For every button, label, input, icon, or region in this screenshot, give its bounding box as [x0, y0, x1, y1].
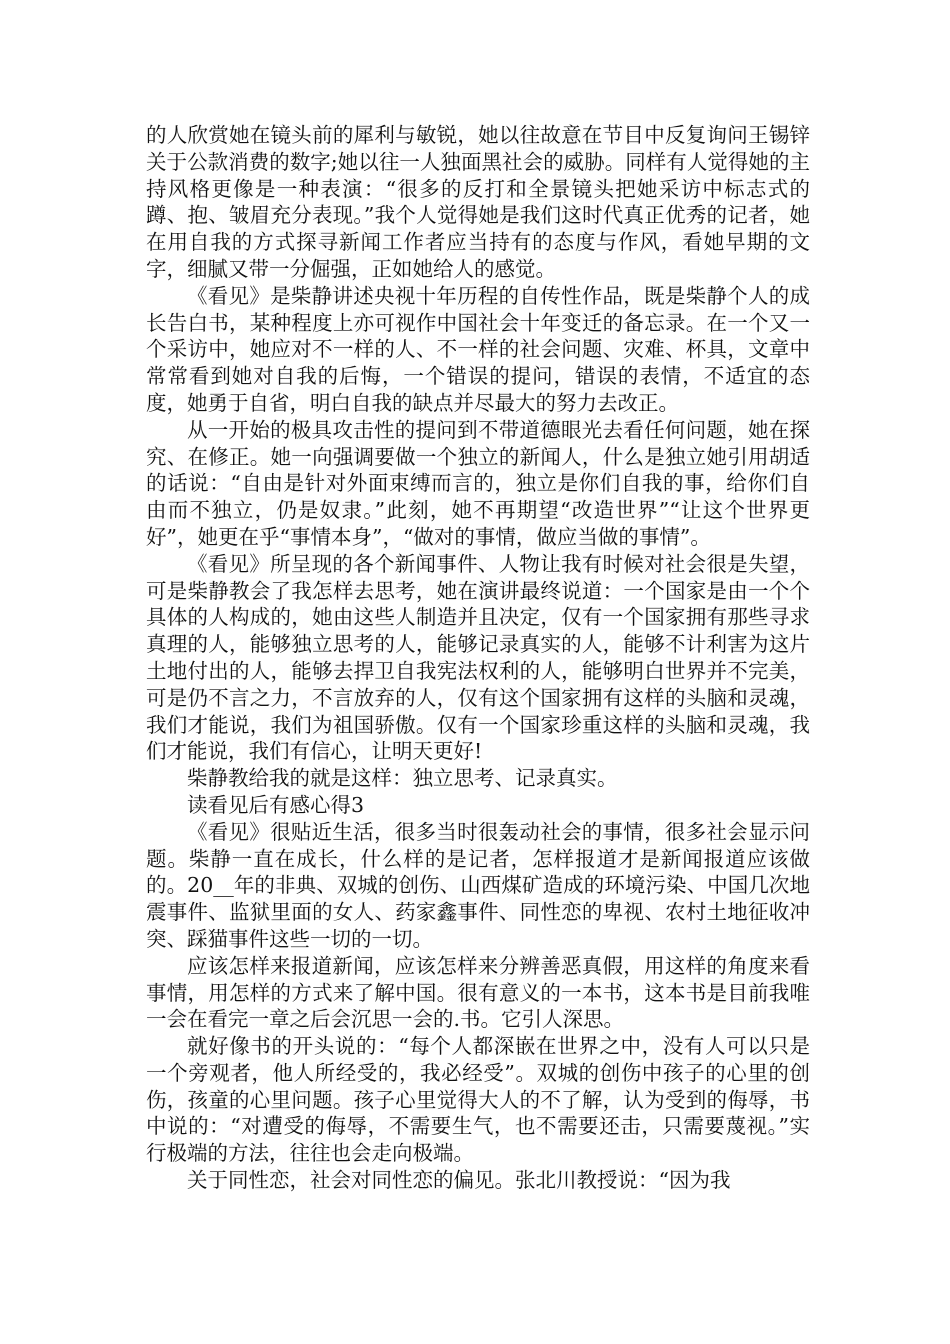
- document-page: [146, 122, 810, 1194]
- section-heading: 读看见后有感心得3: [187, 792, 365, 817]
- paragraph-summary: 柴静教给我的就是这样：独立思考、记录真实。: [187, 766, 618, 791]
- paragraph-quote: 就好像书的开头说的：“每个人都深嵌在世界之中，没有人可以只是一个旁观者，他人所经受的，我必经受”。双城的创伤中孩子的心里的创伤，孩童的心里问题。孩子心里觉得大人的不了解，认为受到的侮辱，书中说的：“对遭受的侮辱，不需要生气，也不需要还击，只需要蔑视。”实行极端的方法，往往也会走向极端。: [146, 1034, 810, 1166]
- paragraph-reporting: 应该怎样来报道新闻，应该怎样来分辨善恶真假，用这样的角度来看事情，用怎样的方式来了解中国。很有意义的一本书，这本书是目前我唯一会在看完一章之后会沉思一会的.书。它引人深思。: [146, 953, 810, 1032]
- paragraph-independence: 从一开始的极具攻击性的提问到不带道德眼光去看任何问题，她在探究、在修正。她一向强调要做一个独立的新闻人，什么是独立她引用胡适的话说：“自由是针对外面束缚而言的，独立是你们自我的事，给你们自由而不独立，仍是奴隶。”此刻，她不再期望“改造世界”“让这个世界更好”，她更在乎“事情本身”，“做对的事情，做应当做的事情”。: [146, 417, 810, 549]
- paragraph-events: 《看见》很贴近生活，很多当时很轰动社会的事情，很多社会显示问题。柴静一直在成长，什么样的是记者，怎样报道才是新闻报道应该做的。20__年的非典、双城的创伤、山西煤矿造成的环境污染、中国几次地震事件、监狱里面的女人、药家鑫事件、同性恋的卑视、农村土地征收冲突、踩猫事件这些一切的一切。: [146, 819, 810, 951]
- paragraph-speech: 《看见》所呈现的各个新闻事件、人物让我有时候对社会很是失望，可是柴静教会了我怎样去思考，她在演讲最终说道：一个国家是由一个个具体的人构成的，她由这些人制造并且决定，仅有一个国家拥有那些寻求真理的人，能够独立思考的人，能够记录真实的人，能够不计利害为这片土地付出的人，能够去捍卫自我宪法权利的人，能够明白世界并不完美，可是仍不言之力，不言放弃的人，仅有这个国家拥有这样的头脑和灵魂，我们才能说，我们为祖国骄傲。仅有一个国家珍重这样的头脑和灵魂，我们才能说，我们有信心，让明天更好!: [146, 551, 810, 764]
- paragraph-book-intro: 《看见》是柴静讲述央视十年历程的自传性作品，既是柴静个人的成长告白书，某种程度上亦可视作中国社会十年变迁的备忘录。在一个又一个采访中，她应对不一样的人、不一样的社会问题、灾难、杯具，文章中常常看到她对自我的后悔，一个错误的提问，错误的表情，不适宜的态度，她勇于自省，明白自我的缺点并尽最大的努力去改正。: [146, 283, 810, 415]
- paragraph-homosexuality: 关于同性恋，社会对同性恋的偏见。张北川教授说：“因为我: [187, 1168, 731, 1193]
- paragraph-continuation: 的人欣赏她在镜头前的犀利与敏锐，她以往故意在节目中反复询问王锡锌关于公款消费的数字;她以往一人独面黑社会的威胁。同样有人觉得她的主持风格更像是一种表演：“很多的反打和全景镜头把她采访中标志式的蹲、抱、皱眉充分表现。”我个人觉得她是我们这时代真正优秀的记者，她在用自我的方式探寻新闻工作者应当持有的态度与作风，看她早期的文字，细腻又带一分倔强，正如她给人的感觉。: [146, 123, 810, 281]
